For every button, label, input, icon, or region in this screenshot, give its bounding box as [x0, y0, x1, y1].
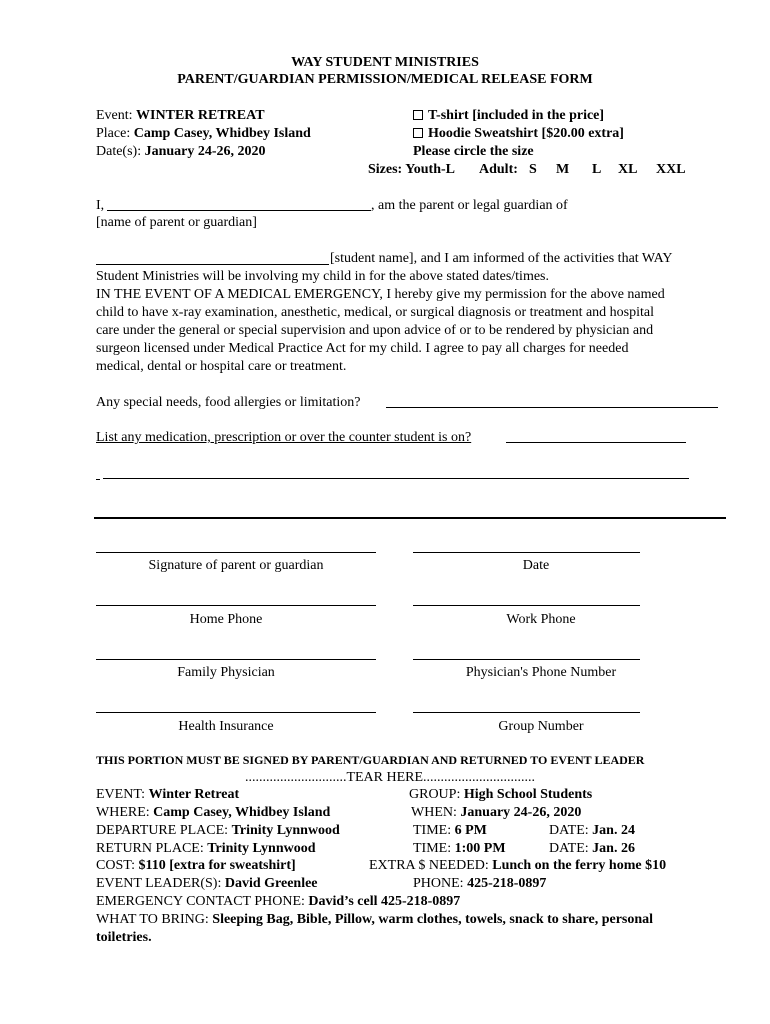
size-xxl[interactable]: XXL: [656, 162, 686, 177]
dates-line: [96, 143, 266, 160]
consent-line-1: [student name], and I am informed of the activities that WAY: [330, 251, 673, 266]
return-time: [413, 840, 506, 857]
extra-needed-label: EXTRA $ NEEDED:: [369, 858, 489, 873]
medication-field-stub: [96, 479, 100, 480]
group-detail: [409, 786, 592, 803]
size-m[interactable]: M: [556, 162, 570, 177]
dates-value: January 24-26, 2020: [144, 144, 266, 159]
section-divider: [94, 517, 726, 519]
signature-caption: Signature of parent or guardian: [148, 558, 324, 573]
tshirt-option[interactable]: [413, 107, 604, 124]
emergency-contact-value: David’s cell 425-218-0897: [308, 894, 461, 909]
extra-needed-detail: [369, 857, 666, 874]
tear-here-line: .............................TEAR HERE................................: [244, 770, 536, 785]
consent-line-4: child to have x-ray examination, anesthetic, medical, or surgical diagnosis or treatment and hospital: [96, 305, 655, 320]
departure-time-label: TIME:: [413, 823, 452, 838]
circle-size-instruction: Please circle the size: [413, 144, 534, 159]
leader-phone-label: PHONE:: [413, 876, 464, 891]
medication-field-2[interactable]: [103, 478, 689, 479]
extra-needed-value: Lunch on the ferry home $10: [492, 858, 667, 873]
adult-label: Adult:: [479, 162, 518, 177]
date-field[interactable]: [413, 552, 640, 553]
when-detail-value: January 24-26, 2020: [460, 805, 582, 820]
health-insurance-caption: Health Insurance: [178, 719, 274, 734]
consent-line-2: Student Ministries will be involving my child in for the above stated dates/times.: [96, 269, 549, 284]
group-detail-value: High School Students: [463, 787, 593, 802]
return-value: Trinity Lynnwood: [207, 841, 316, 856]
group-detail-label: GROUP:: [409, 787, 461, 802]
org-name: WAY STUDENT MINISTRIES: [291, 55, 479, 70]
return-date-value: Jan. 26: [592, 841, 635, 856]
size-xl[interactable]: XL: [618, 162, 638, 177]
cost-detail: [96, 857, 296, 874]
hoodie-checkbox[interactable]: [413, 128, 423, 138]
return-notice: THIS PORTION MUST BE SIGNED BY PARENT/GUARDIAN AND RETURNED TO EVENT LEADER: [96, 753, 645, 767]
dates-label: Date(s):: [96, 144, 142, 159]
what-to-bring-value: Sleeping Bag, Bible, Pillow, warm clothes, towels, snack to share, personal: [212, 912, 654, 927]
consent-line-5: care under the general or special supervision and upon advice of or to be rendered by physician and: [96, 323, 654, 338]
departure-date-label: DATE:: [549, 823, 589, 838]
cost-label: COST:: [96, 858, 135, 873]
tshirt-checkbox[interactable]: [413, 110, 423, 120]
when-detail: [411, 804, 581, 821]
guardian-name-field[interactable]: [107, 210, 371, 211]
physician-phone-caption: Physician's Phone Number: [465, 665, 617, 680]
leader-phone-detail: [413, 875, 546, 892]
where-detail: [96, 804, 330, 821]
leader-value: David Greenlee: [224, 876, 318, 891]
place-label: Place:: [96, 126, 131, 141]
special-needs-field[interactable]: [386, 407, 718, 408]
sizes-label: Sizes: Youth-L: [368, 162, 455, 177]
consent-line-6: surgeon licensed under Medical Practice Act for my child. I agree to pay all charges for needed: [96, 341, 629, 356]
date-caption: Date: [522, 558, 550, 573]
student-name-field[interactable]: [96, 264, 329, 265]
departure-value: Trinity Lynnwood: [231, 823, 340, 838]
event-detail-value: Winter Retreat: [148, 787, 240, 802]
departure-label: DEPARTURE PLACE:: [96, 823, 229, 838]
emergency-contact-detail: [96, 893, 460, 910]
what-to-bring-continued: toiletries.: [96, 930, 152, 945]
return-label: RETURN PLACE:: [96, 841, 204, 856]
special-needs-question: Any special needs, food allergies or limitation?: [96, 395, 361, 410]
emergency-contact-label: EMERGENCY CONTACT PHONE:: [96, 894, 305, 909]
medication-field[interactable]: [506, 442, 686, 443]
guardian-suffix: , am the parent or legal guardian of: [371, 198, 568, 213]
home-phone-caption: Home Phone: [189, 612, 263, 627]
work-phone-caption: Work Phone: [506, 612, 576, 627]
return-date: [549, 840, 635, 857]
work-phone-field[interactable]: [413, 605, 640, 606]
family-physician-field[interactable]: [96, 659, 376, 660]
health-insurance-field[interactable]: [96, 712, 376, 713]
where-detail-value: Camp Casey, Whidbey Island: [153, 805, 331, 820]
size-l[interactable]: L: [592, 162, 602, 177]
hoodie-option[interactable]: [413, 125, 624, 142]
tshirt-label: T-shirt [included in the price]: [428, 108, 605, 123]
home-phone-field[interactable]: [96, 605, 376, 606]
physician-phone-field[interactable]: [413, 659, 640, 660]
where-detail-label: WHERE:: [96, 805, 150, 820]
when-detail-label: WHEN:: [411, 805, 457, 820]
group-number-field[interactable]: [413, 712, 640, 713]
departure-time-value: 6 PM: [454, 823, 487, 838]
departure-date-value: Jan. 24: [592, 823, 635, 838]
leader-detail: [96, 875, 318, 892]
size-s[interactable]: S: [529, 162, 537, 177]
departure-time: [413, 822, 487, 839]
event-detail-label: EVENT:: [96, 787, 146, 802]
guardian-prefix: I,: [96, 198, 105, 213]
event-value: WINTER RETREAT: [136, 108, 265, 123]
guardian-name-hint: [name of parent or guardian]: [96, 215, 257, 230]
event-detail: [96, 786, 239, 803]
hoodie-label: Hoodie Sweatshirt [$20.00 extra]: [428, 126, 624, 141]
cost-value: $110 [extra for sweatshirt]: [138, 858, 296, 873]
consent-line-3: IN THE EVENT OF A MEDICAL EMERGENCY, I hereby give my permission for the above named: [96, 287, 665, 302]
consent-line-7: medical, dental or hospital care or treatment.: [96, 359, 347, 374]
return-detail: [96, 840, 316, 857]
event-label: Event:: [96, 108, 133, 123]
place-value: Camp Casey, Whidbey Island: [133, 126, 311, 141]
group-number-caption: Group Number: [498, 719, 584, 734]
departure-date: [549, 822, 635, 839]
family-physician-caption: Family Physician: [177, 665, 275, 680]
leader-phone-value: 425-218-0897: [467, 876, 547, 891]
place-line: [96, 125, 311, 142]
leader-label: EVENT LEADER(S):: [96, 876, 222, 891]
event-line: [96, 107, 265, 124]
return-date-label: DATE:: [549, 841, 589, 856]
medication-question: List any medication, prescription or over the counter student is on?: [96, 430, 472, 445]
departure-detail: [96, 822, 340, 839]
return-time-label: TIME:: [413, 841, 452, 856]
return-time-value: 1:00 PM: [454, 841, 506, 856]
signature-field[interactable]: [96, 552, 376, 553]
what-to-bring-detail: [96, 911, 653, 928]
what-to-bring-label: WHAT TO BRING:: [96, 912, 209, 927]
form-title: PARENT/GUARDIAN PERMISSION/MEDICAL RELEASE FORM: [177, 72, 593, 87]
